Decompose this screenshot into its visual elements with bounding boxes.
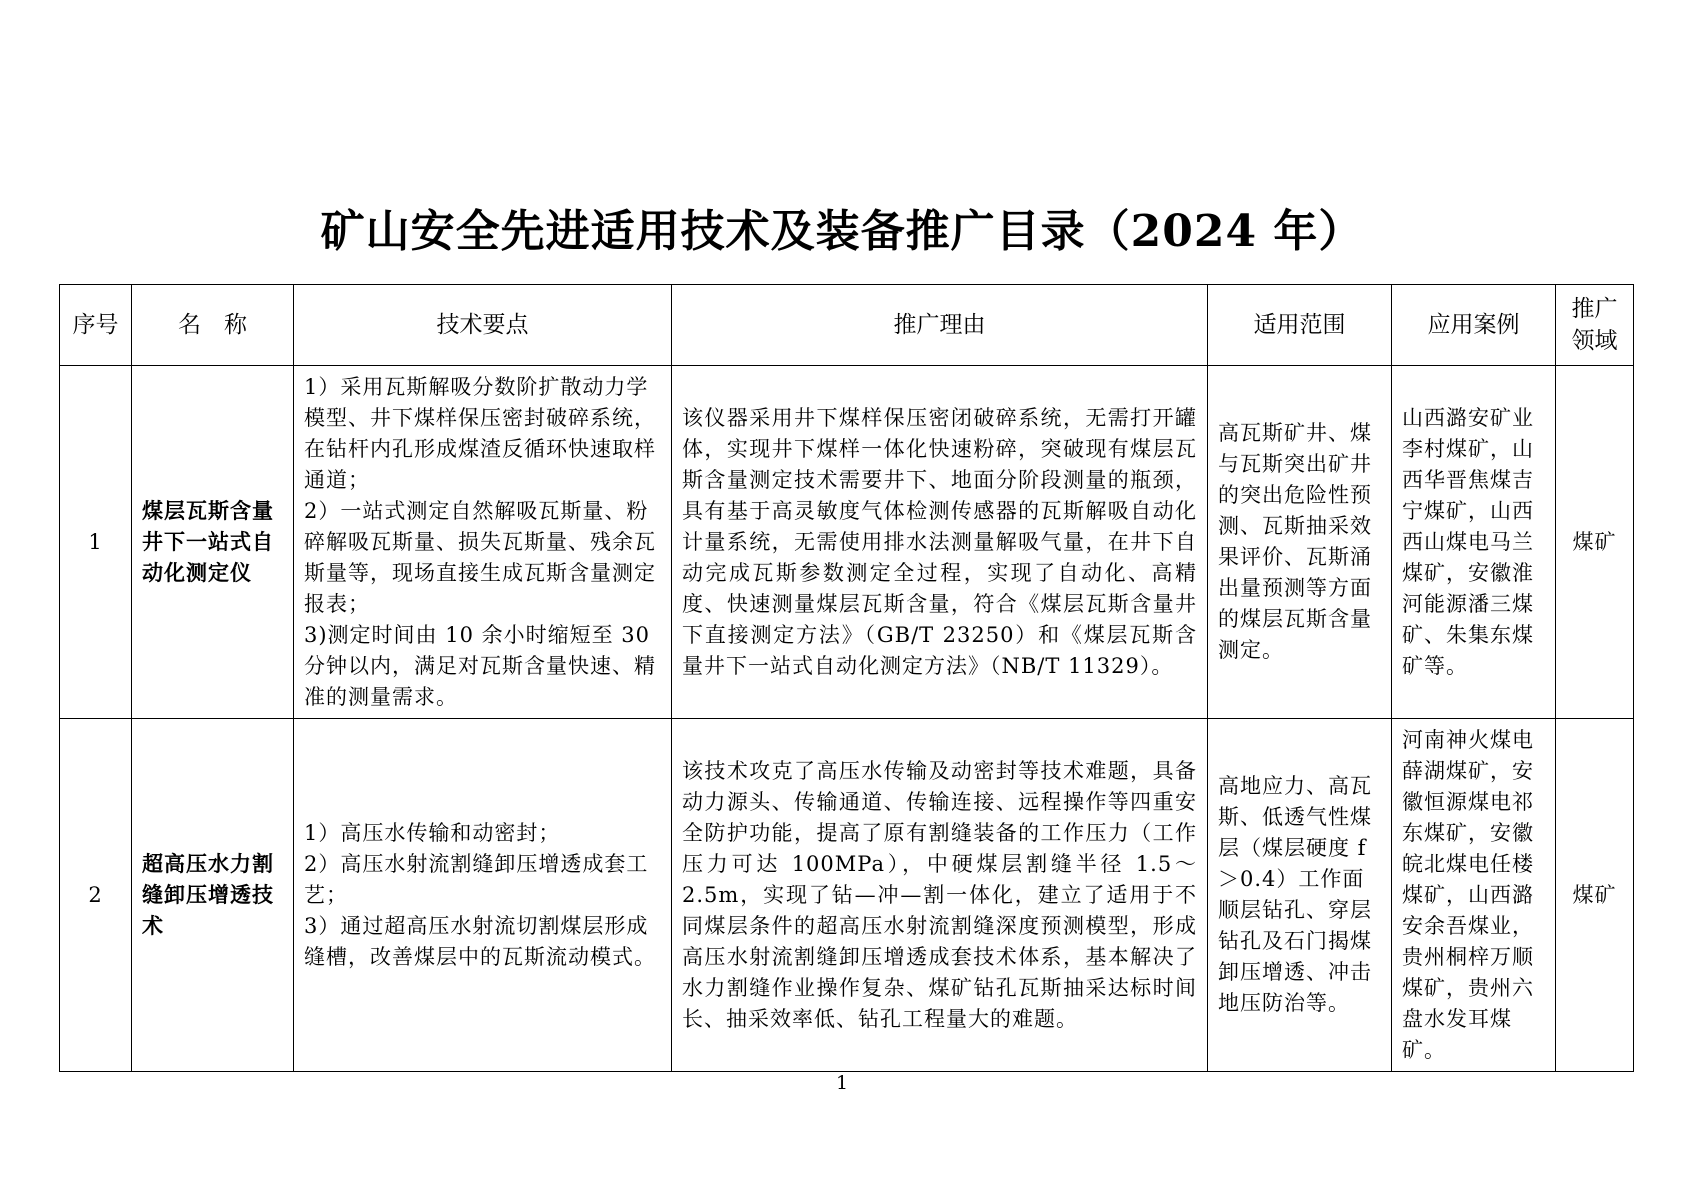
page-number: 1 [835, 1072, 849, 1094]
row-index: 1 [60, 366, 132, 719]
row-reason: 该仪器采用井下煤样保压密闭破碎系统，无需打开罐体，实现井下煤样一体化快速粉碎，突破现有煤层瓦斯含量测定技术需要井下、地面分阶段测量的瓶颈，具有基于高灵敏度气体检测传感器的瓦斯解吸自动化计量系统，无需使用排水法测量解吸气量，在井下自动完成瓦斯参数测定全过程，实现了自动化、高精度、快速测量煤层瓦斯含量，符合《煤层瓦斯含量井下直接测定方法》（GB/T 23250）和《煤层瓦斯含量井下一站式自动化测定方法》（NB/T 11329）。 [672, 366, 1208, 719]
catalog-table [59, 284, 1634, 1072]
header-field: 推广 领域 [1556, 285, 1634, 366]
row-scope: 高瓦斯矿井、煤与瓦斯突出矿井的突出危险性预测、瓦斯抽采效果评价、瓦斯涌出量预测等方面的煤层瓦斯含量测定。 [1208, 366, 1392, 719]
row-scope: 高地应力、高瓦斯、低透气性煤层（煤层硬度 f＞0.4）工作面顺层钻孔、穿层钻孔及石门揭煤卸压增透、冲击地压防治等。 [1208, 719, 1392, 1072]
row-field: 煤矿 [1556, 366, 1634, 719]
row-key-points: 1）高压水传输和动密封； 2）高压水射流割缝卸压增透成套工艺； 3）通过超高压水射流切割煤层形成缝槽，改善煤层中的瓦斯流动模式。 [294, 719, 672, 1072]
table-header-row [60, 285, 1634, 366]
row-cases: 山西潞安矿业李村煤矿，山西华晋焦煤吉宁煤矿，山西西山煤电马兰煤矿，安徽淮河能源潘三煤矿、朱集东煤矿等。 [1392, 366, 1556, 719]
row-reason: 该技术攻克了高压水传输及动密封等技术难题，具备动力源头、传输通道、传输连接、远程操作等四重安全防护功能，提高了原有割缝装备的工作压力（工作压力可达 100MPa），中硬煤层割缝半径 1.5～2.5m，实现了钻—冲—割一体化，建立了适用于不同煤层条件的超高压水射流割缝深度预测模型，形成高压水射流割缝卸压增透成套技术体系，基本解决了水力割缝作业操作复杂、煤矿钻孔瓦斯抽采达标时间长、抽采效率低、钻孔工程量大的难题。 [672, 719, 1208, 1072]
row-cases: 河南神火煤电薛湖煤矿，安徽恒源煤电祁东煤矿，安徽皖北煤电任楼煤矿，山西潞安余吾煤业，贵州桐梓万顺煤矿，贵州六盘水发耳煤矿。 [1392, 719, 1556, 1072]
header-index: 序号 [60, 285, 132, 366]
table-row [60, 366, 1634, 719]
header-key-points: 技术要点 [294, 285, 672, 366]
document-title: 矿山安全先进适用技术及装备推广目录（2024 年） [320, 206, 1364, 257]
row-field: 煤矿 [1556, 719, 1634, 1072]
row-name: 超高压水力割缝卸压增透技术 [132, 719, 294, 1072]
header-cases: 应用案例 [1392, 285, 1556, 366]
header-name: 名 称 [132, 285, 294, 366]
row-name: 煤层瓦斯含量井下一站式自动化测定仪 [132, 366, 294, 719]
row-index: 2 [60, 719, 132, 1072]
row-key-points: 1）采用瓦斯解吸分数阶扩散动力学模型、井下煤样保压密封破碎系统，在钻杆内孔形成煤渣反循环快速取样通道； 2）一站式测定自然解吸瓦斯量、粉碎解吸瓦斯量、损失瓦斯量、残余瓦斯量等，现场直接生成瓦斯含量测定报表； 3)测定时间由 10 余小时缩短至 30 分钟以内，满足对瓦斯含量快速、精准的测量需求。 [294, 366, 672, 719]
table-row [60, 719, 1634, 1072]
header-reason: 推广理由 [672, 285, 1208, 366]
header-scope: 适用范围 [1208, 285, 1392, 366]
